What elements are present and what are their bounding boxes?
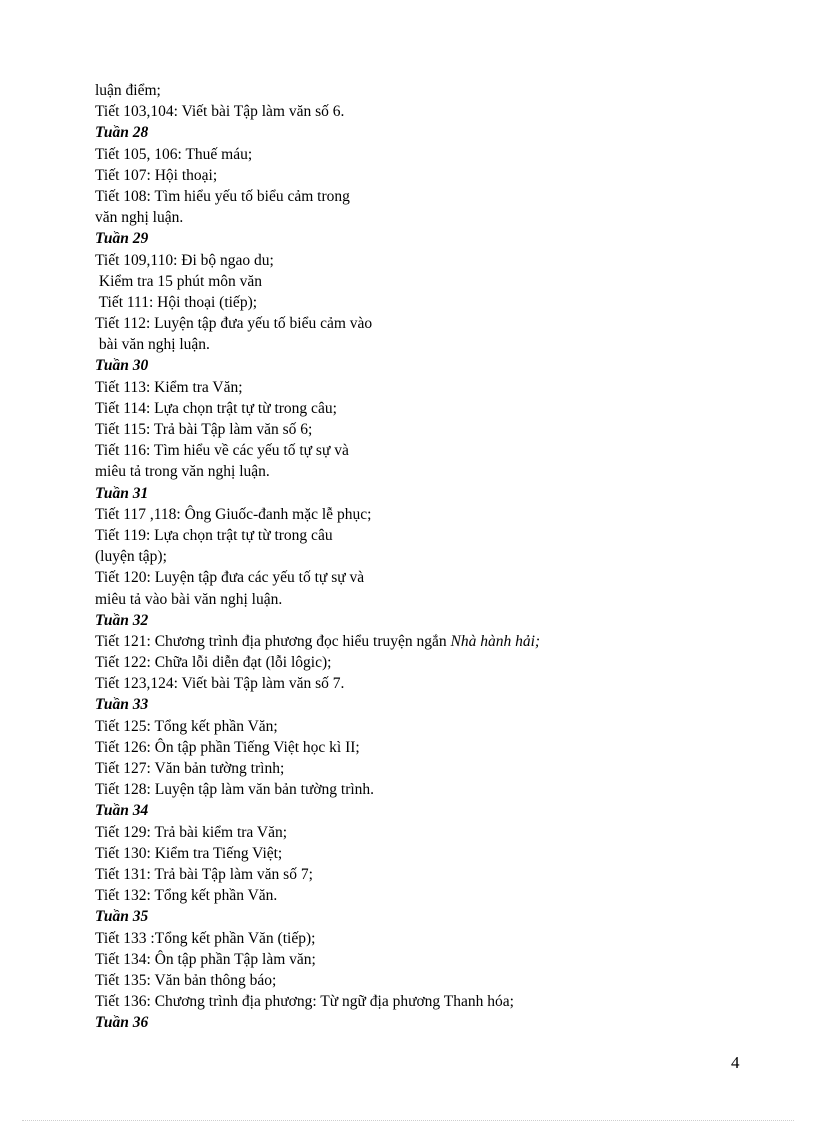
page-bottom-divider	[22, 1120, 794, 1121]
lesson-line	[95, 250, 775, 271]
lesson-line	[95, 525, 775, 546]
lesson-text: Tiết 129: Trả bài kiểm tra Văn;	[95, 823, 288, 841]
week-heading	[95, 800, 775, 821]
lesson-line	[95, 822, 775, 843]
lesson-text: Tiết 126: Ôn tập phần Tiếng Việt học kì II;	[95, 738, 360, 756]
lesson-text: Tiết 112: Luyện tập đưa yếu tố biểu cảm vào	[95, 315, 373, 333]
lesson-line	[95, 716, 775, 737]
lesson-text: Tiết 103,104: Viết bài Tập làm văn số 6.	[95, 103, 345, 121]
lesson-line	[95, 461, 775, 482]
lesson-text: Tiết 136: Chương trình địa phương: Từ ngữ địa phương Thanh hóa;	[95, 993, 514, 1011]
week-heading-text: Tuần 29	[95, 230, 149, 248]
week-heading-text: Tuần 33	[95, 696, 149, 714]
lesson-line	[95, 673, 775, 694]
lesson-line	[95, 165, 775, 186]
week-heading	[95, 610, 775, 631]
lesson-line	[95, 186, 775, 207]
lesson-text: Tiết 125: Tổng kết phần Văn;	[95, 717, 278, 735]
week-heading	[95, 906, 775, 927]
lesson-text: Tiết 109,110: Đi bộ ngao du;	[95, 251, 274, 269]
week-heading	[95, 483, 775, 504]
lesson-text: miêu tả vào bài văn nghị luận.	[95, 590, 283, 608]
lesson-text: Tiết 121: Chương trình địa phương đọc hiểu truyện ngắn	[95, 632, 451, 650]
week-heading	[95, 355, 775, 376]
lesson-text: luận điểm;	[95, 82, 161, 99]
lesson-line	[95, 292, 775, 313]
lesson-line	[95, 271, 775, 292]
lesson-text: Tiết 135: Văn bản thông báo;	[95, 971, 277, 989]
week-heading	[95, 1012, 775, 1033]
lesson-text: Tiết 120: Luyện tập đưa các yếu tố tự sự và	[95, 569, 365, 587]
week-heading-text: Tuần 36	[95, 1014, 149, 1032]
lesson-text: văn nghị luận.	[95, 209, 184, 227]
lesson-line	[95, 589, 775, 610]
lesson-line	[95, 313, 775, 334]
lesson-text: Tiết 107: Hội thoại;	[95, 166, 218, 184]
week-heading	[95, 694, 775, 715]
lesson-text: Tiết 128: Luyện tập làm văn bản tường trình.	[95, 781, 375, 799]
week-heading-text: Tuần 32	[95, 611, 149, 629]
lesson-line	[95, 970, 775, 991]
week-heading-text: Tuần 28	[95, 124, 149, 142]
week-heading-text: Tuần 30	[95, 357, 149, 375]
lesson-line	[95, 398, 775, 419]
lesson-title-italic: Nhà hành hải;	[450, 632, 541, 650]
lesson-text: Tiết 111: Hội thoại (tiếp);	[95, 293, 258, 311]
lesson-text: Tiết 132: Tổng kết phần Văn.	[95, 887, 278, 905]
lesson-line	[95, 843, 775, 864]
lesson-text: Tiết 130: Kiểm tra Tiếng Việt;	[95, 844, 283, 862]
lesson-line	[95, 652, 775, 673]
lesson-text: Tiết 119: Lựa chọn trật tự từ trong câu	[95, 526, 333, 544]
week-heading-text: Tuần 34	[95, 802, 149, 820]
lesson-text: Tiết 123,124: Viết bài Tập làm văn số 7.	[95, 675, 345, 693]
lesson-line	[95, 864, 775, 885]
lesson-line	[95, 567, 775, 588]
page-number: 4	[731, 1053, 740, 1072]
document-body	[95, 80, 775, 1033]
lesson-text: Tiết 105, 106: Thuế máu;	[95, 145, 253, 163]
lesson-line	[95, 207, 775, 228]
lesson-text: Tiết 116: Tìm hiểu về các yếu tố tự sự và	[95, 442, 349, 460]
lesson-line	[95, 546, 775, 567]
lesson-text: bài văn nghị luận.	[95, 336, 210, 354]
week-heading-text: Tuần 35	[95, 908, 149, 926]
lesson-line	[95, 779, 775, 800]
week-heading	[95, 122, 775, 143]
lesson-text: Tiết 115: Trả bài Tập làm văn số 6;	[95, 421, 313, 438]
lesson-text: Tiết 134: Ôn tập phần Tập làm văn;	[95, 950, 316, 968]
lesson-text: Tiết 127: Văn bản tường trình;	[95, 760, 285, 777]
week-heading	[95, 228, 775, 249]
lesson-line	[95, 101, 775, 122]
lesson-text: Tiết 131: Trả bài Tập làm văn số 7;	[95, 865, 313, 883]
lesson-line	[95, 144, 775, 165]
lesson-line	[95, 928, 775, 949]
week-heading-text: Tuần 31	[95, 484, 149, 502]
lesson-line	[95, 991, 775, 1012]
lesson-text: Tiết 108: Tìm hiểu yếu tố biểu cảm trong	[95, 187, 350, 205]
lesson-text: Tiết 122: Chữa lỗi diễn đạt (lỗi lôgic);	[95, 654, 332, 672]
lesson-line	[95, 885, 775, 906]
lesson-line	[95, 419, 775, 440]
lesson-line	[95, 949, 775, 970]
lesson-line	[95, 80, 775, 101]
lesson-line	[95, 377, 775, 398]
lesson-line	[95, 334, 775, 355]
lesson-line	[95, 758, 775, 779]
lesson-text: miêu tả trong văn nghị luận.	[95, 463, 270, 481]
lesson-line	[95, 737, 775, 758]
lesson-line	[95, 504, 775, 525]
lesson-text: (luyện tập);	[95, 548, 167, 566]
lesson-text: Tiết 114: Lựa chọn trật tự từ trong câu;	[95, 399, 337, 417]
lesson-line	[95, 440, 775, 461]
lesson-text: Kiểm tra 15 phút môn văn	[95, 272, 263, 290]
lesson-line	[95, 631, 775, 652]
lesson-text: Tiết 113: Kiểm tra Văn;	[95, 378, 243, 396]
lesson-text: Tiết 133 :Tổng kết phần Văn (tiếp);	[95, 929, 316, 947]
lesson-text: Tiết 117 ,118: Ông Giuốc-đanh mặc lễ phục;	[95, 505, 372, 523]
